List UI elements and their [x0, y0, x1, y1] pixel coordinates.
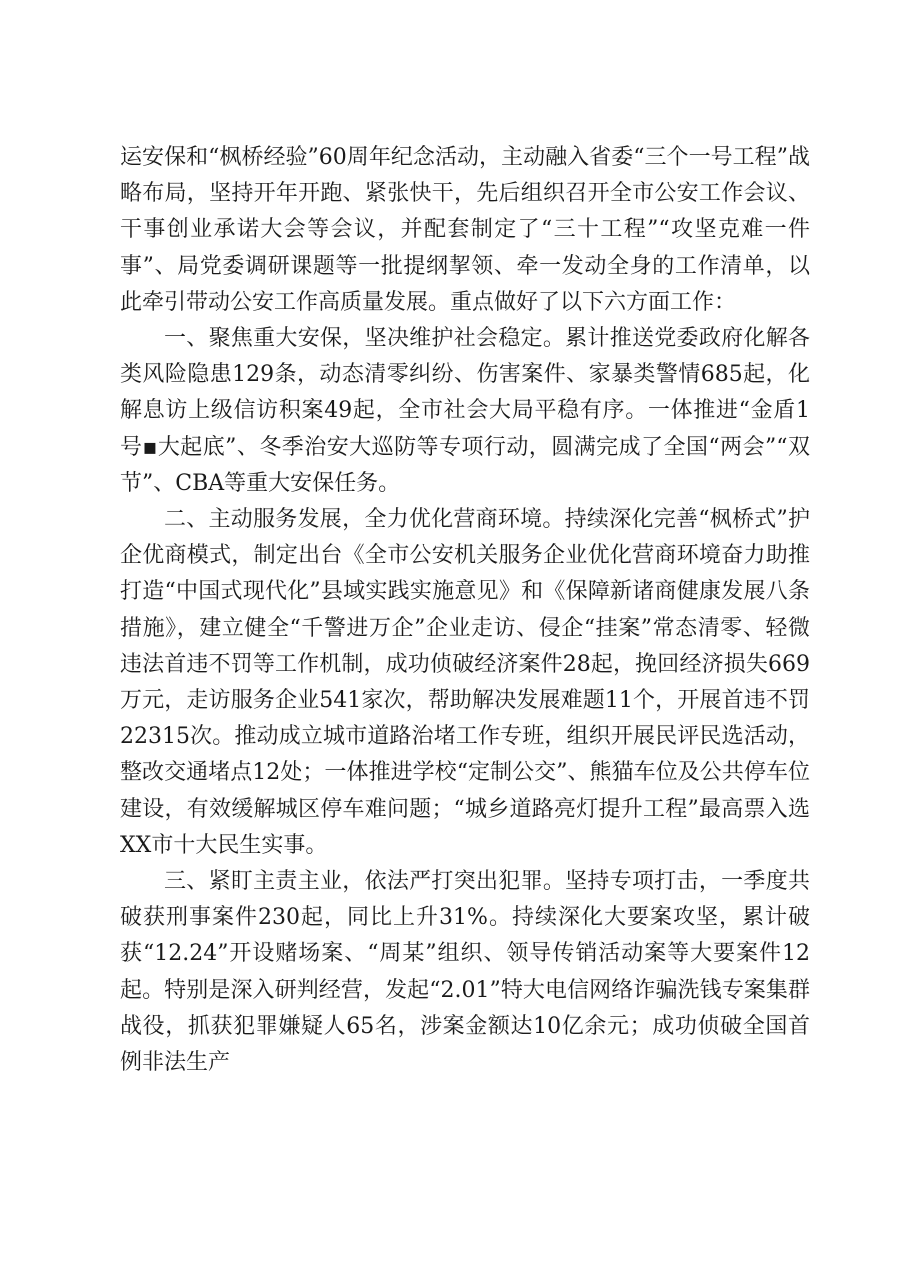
paragraph-section-3: 三、紧盯主责主业，依法严打突出犯罪。坚持专项打击，一季度共破获刑事案件230起，同比上升31%。持续深化大要案攻坚，累计破获“12.24”开设赌场案、“周某”组织、领导传销活动案等大要案件12起。特别是深入研判经营，发起“2.01”特大电信网络诈骗洗钱专案集群战役，抓获犯罪嫌疑人65名，涉案金额达10亿余元；成功侦破全国首例非法生产: [120, 869, 810, 1076]
paragraph-section-1: 一、聚焦重大安保，坚决维护社会稳定。累计推送党委政府化解各类风险隐患129条，动态清零纠纷、伤害案件、家暴类警情685起，化解息访上级信访积案49起，全市社会大局平稳有序。一体推进“金盾1号▪大起底”、冬季治安大巡防等专项行动，圆满完成了全国“两会”“双节”、CBA等重大安保任务。: [120, 326, 810, 496]
paragraph-intro: 运安保和“枫桥经验”60周年纪念活动，主动融入省委“三个一号工程”战略布局，坚持开年开跑、紧张快干，先后组织召开全市公安工作会议、干事创业承诺大会等会议，并配套制定了“三十工程”“攻坚克难一件事”、局党委调研课题等一批提纲挈领、牵一发动全身的工作清单，以此牵引带动公安工作高质量发展。重点做好了以下六方面工作：: [120, 145, 810, 315]
document-body: [120, 140, 810, 1081]
paragraph-section-2: 二、主动服务发展，全力优化营商环境。持续深化完善“枫桥式”护企优商模式，制定出台《全市公安机关服务企业优化营商环境奋力助推打造“中国式现代化”县域实践实施意见》和《保障新诸商健康发展八条措施》，建立健全“千警进万企”企业走访、侵企“挂案”常态清零、轻微违法首违不罚等工作机制，成功侦破经济案件28起，挽回经济损失669万元，走访服务企业541家次，帮助解决发展难题11个，开展首违不罚22315次。推动成立城市道路治堵工作专班，组织开展民评民选活动，整改交通堵点12处；一体推进学校“定制公交”、熊猫车位及公共停车位建设，有效缓解城区停车难问题；“城乡道路亮灯提升工程”最高票入选XX市十大民生实事。: [120, 507, 810, 858]
